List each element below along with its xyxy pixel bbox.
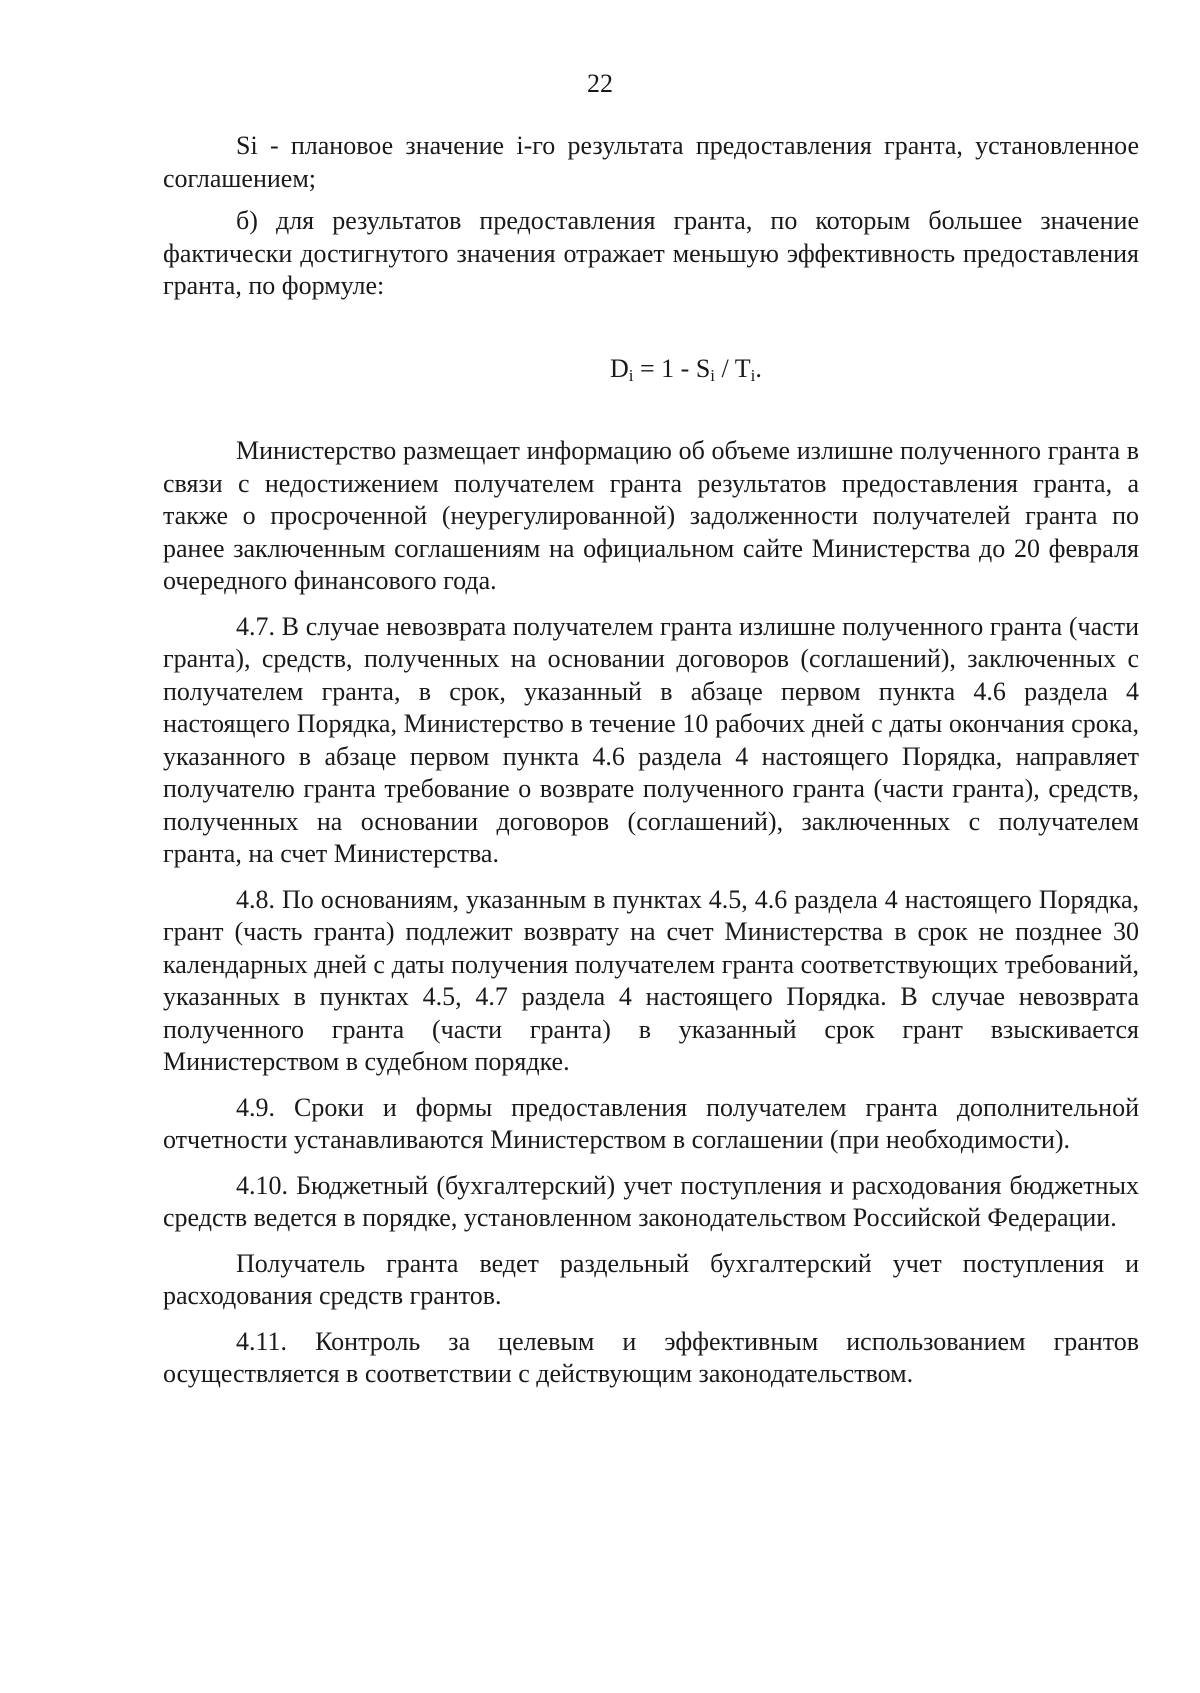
- paragraph-4-9: 4.9. Сроки и формы предоставления получателем гранта дополнительной отчетности устанавливаются Министерством в соглашении (при необходимости).: [163, 1092, 1139, 1154]
- paragraph-4-7: 4.7. В случае невозврата получателем гранта излишне полученного гранта (части гранта), средств, полученных на основании договоров (соглашений), заключенных с получателем гранта, в срок, указанный в абзаце первом пункта 4.6 раздела 4 настоящего Порядка, Министерство в течение 10 рабочих дней с даты окончания срока, указанного в абзаце первом пункта 4.6 раздела 4 настоящего Порядка, направляет получателю гранта требование о возврате полученного гранта (части гранта), средств, полученных на основании договоров (соглашений), заключенных с получателем гранта, на счет Министерства.: [163, 611, 1139, 868]
- paragraph-formula-intro: б) для результатов предоставления гранта, по которым большее значение фактически достигнутого значения отражает меньшую эффективность предоставления гранта, по формуле:: [163, 206, 1139, 300]
- paragraph-4-11: 4.11. Контроль за целевым и эффективным использованием грантов осуществляется в соответствии с действующим законодательством.: [163, 1326, 1139, 1388]
- formula-divide-t: / T: [715, 353, 751, 383]
- formula-minus-s: = 1 - S: [633, 353, 711, 383]
- paragraph-si-definition: Si - плановое значение i-го результата предоставления гранта, установленное соглашением;: [163, 131, 1139, 193]
- formula-d-subscript: i: [628, 365, 634, 385]
- formula-end: .: [755, 353, 762, 383]
- formula: [163, 353, 1139, 386]
- paragraph-separate-accounting: Получатель гранта ведет раздельный бухгалтерский учет поступления и расходования средств грантов.: [163, 1248, 1139, 1310]
- page-number: 22: [587, 69, 613, 98]
- document-body: [163, 130, 1139, 1391]
- formula-s-subscript: i: [710, 365, 716, 385]
- paragraph-4-10: 4.10. Бюджетный (бухгалтерский) учет поступления и расходования бюджетных средств ведется в порядке, установленном законодательством Российской Федерации.: [163, 1170, 1139, 1232]
- formula-t-subscript: i: [750, 365, 756, 385]
- paragraph-ministry-info: Министерство размещает информацию об объеме излишне полученного гранта в связи с недостижением получателем гранта результатов предоставления гранта, а также о просроченной (неурегулированной) задолженности получателей гранта по ранее заключенным соглашениям на официальном сайте Министерства до 20 февраля очередного финансового года.: [163, 436, 1139, 595]
- formula-d: D: [610, 353, 629, 383]
- paragraph-4-8: 4.8. По основаниям, указанным в пунктах 4.5, 4.6 раздела 4 настоящего Порядка, грант (часть гранта) подлежит возврату на счет Министерства в срок не позднее 30 календарных дней с даты получения получателем гранта соответствующих требований, указанных в пунктах 4.5, 4.7 раздела 4 настоящего Порядка. В случае невозврата полученного гранта (части гранта) в указанный срок грант взыскивается Министерством в судебном порядке.: [163, 884, 1139, 1076]
